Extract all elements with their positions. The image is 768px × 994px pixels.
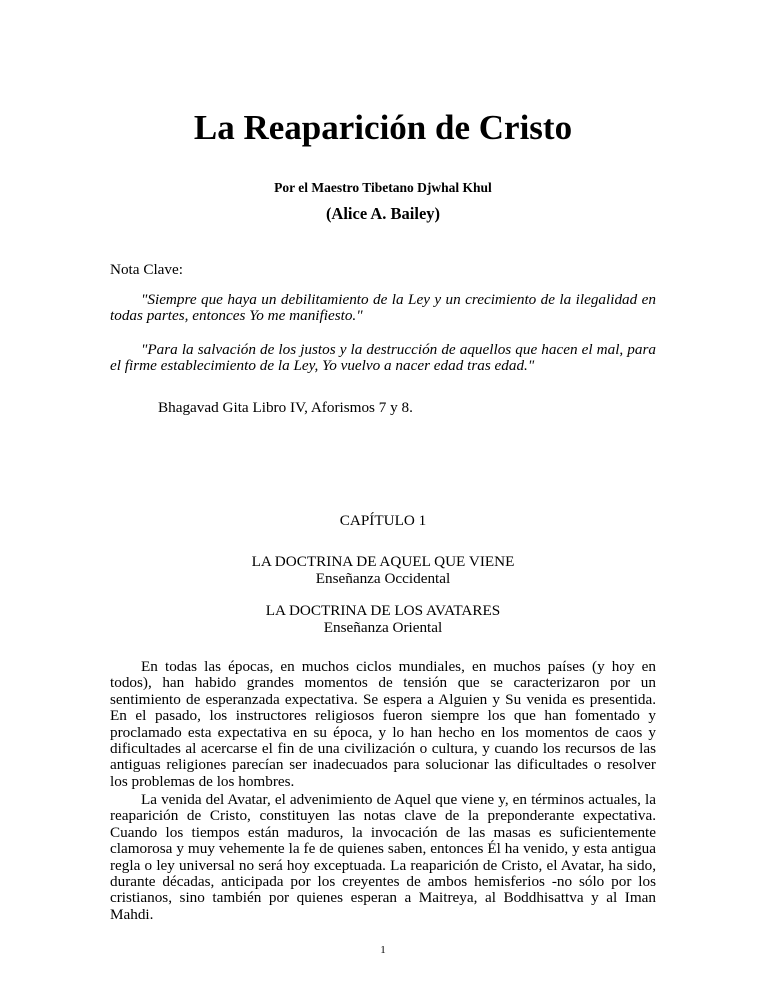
section-subtitle: Enseñanza Occidental [315, 570, 451, 587]
document-title: La Reaparición de Cristo [193, 108, 573, 147]
section-subtitle: Enseñanza Oriental [323, 619, 443, 636]
section-heading-2 [110, 602, 656, 636]
quote-2: "Para la salvación de los justos y la destrucción de aquellos que hacen el mal, para el firme establecimiento de la Ley, Yo vuelvo a nacer edad tras edad." [110, 341, 656, 375]
document-author: (Alice A. Bailey) [325, 204, 441, 223]
paragraph-2: La venida del Avatar, el advenimiento de Aquel que viene y, en términos actuales, la reaparición de Cristo, constituyen las notas clave de la preponderante expectativa. Cuando los tiempos están maduros, la invocación de las masas es suficientemente clamorosa y muy vehemente la fe de quienes saben, entonces Él ha venido, y esta antigua regla o ley universal no será hoy exceptuada. La reaparición de Cristo, el Avatar, ha sido, durante décadas, anticipada por los creyentes de ambos hemisferios -no sólo por los cristianos, sino también por quienes esperan a Maitreya, al Boddhisattva y al Iman Mahdi. [110, 791, 656, 923]
document-subtitle: Por el Maestro Tibetano Djwhal Khul [274, 180, 492, 195]
section-heading-1 [110, 553, 656, 587]
quote-source: Bhagavad Gita Libro IV, Aforismos 7 y 8. [158, 399, 413, 416]
quote-1: "Siempre que haya un debilitamiento de la Ley y un crecimiento de la ilegalidad en todas partes, entonces Yo me manifiesto." [110, 291, 656, 325]
chapter-heading: CAPÍTULO 1 [339, 512, 427, 529]
paragraph-1: En todas las épocas, en muchos ciclos mundiales, en muchos países (y hoy en todos), han habido grandes momentos de tensión que se caracterizaron por un sentimiento de esperanzada expectativa. Se espera a Alguien y Su venida es presentida. En el pasado, los instructores religiosos fueron siempre los que han fomentado y proclamado esta expectativa en su época, y lo han hecho en los momentos de caos y dificultades al acercarse el fin de una civilización o cultura, y cuando los recursos de las antiguas religiones parecían ser inadecuados para solucionar las dificultades o resolver los problemas de los hombres. [110, 658, 656, 790]
section-title: LA DOCTRINA DE LOS AVATARES [265, 602, 501, 619]
page-number: 1 [380, 944, 386, 956]
section-title: LA DOCTRINA DE AQUEL QUE VIENE [251, 553, 515, 570]
note-label: Nota Clave: [110, 261, 183, 278]
